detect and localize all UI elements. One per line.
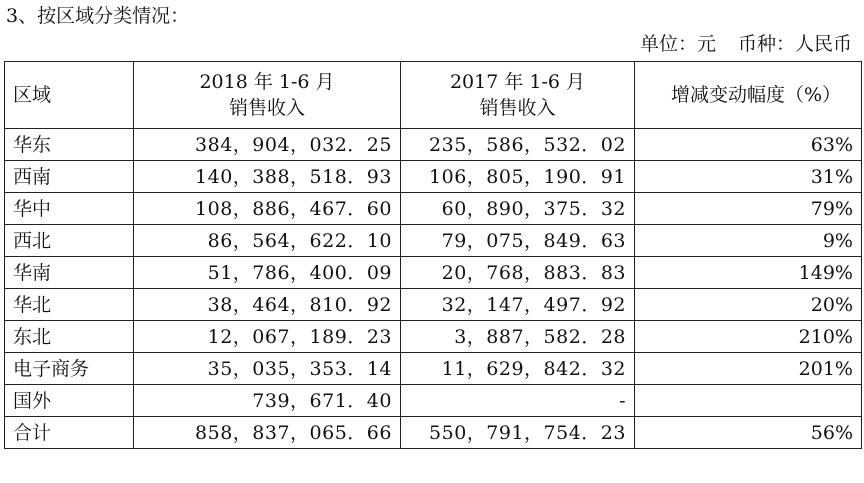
unit-label: 单位：元 bbox=[639, 33, 716, 55]
change-cell: 20% bbox=[635, 289, 862, 321]
change-cell: 201% bbox=[635, 353, 862, 385]
sales-2018-cell: 51，786，400．09 bbox=[134, 257, 401, 289]
region-cell: 西南 bbox=[5, 161, 134, 193]
sales-2017-cell: 235，586，532．02 bbox=[401, 129, 635, 161]
unit-currency-note bbox=[640, 32, 852, 56]
sales-2017-cell: 11，629，842．32 bbox=[401, 353, 635, 385]
sales-2017-cell: 550，791，754．23 bbox=[401, 417, 635, 449]
sales-2018-cell: 739，671．40 bbox=[134, 385, 401, 417]
sales-2018-cell: 86，564，622．10 bbox=[134, 225, 401, 257]
sales-2017-cell: 3，887，582．28 bbox=[401, 321, 635, 353]
change-cell: 149% bbox=[635, 257, 862, 289]
header-sales-2018-period: 2018 年 1-6 月 bbox=[199, 71, 335, 93]
sales-2017-cell: 32，147，497．92 bbox=[401, 289, 635, 321]
region-cell: 西北 bbox=[5, 225, 134, 257]
region-cell: 华北 bbox=[5, 289, 134, 321]
table-header-row bbox=[5, 62, 862, 129]
table-total-row bbox=[5, 417, 862, 449]
change-cell: 9% bbox=[635, 225, 862, 257]
sales-2017-cell: 106，805，190．91 bbox=[401, 161, 635, 193]
sales-2018-cell: 35，035，353．14 bbox=[134, 353, 401, 385]
header-region: 区域 bbox=[5, 62, 134, 129]
change-cell: 63% bbox=[635, 129, 862, 161]
section-heading: 3、按区域分类情况： bbox=[6, 5, 190, 27]
currency-label: 币种：人民币 bbox=[737, 33, 852, 55]
region-cell: 华东 bbox=[5, 129, 134, 161]
change-cell: 79% bbox=[635, 193, 862, 225]
sales-2018-cell: 12，067，189．23 bbox=[134, 321, 401, 353]
region-cell: 东北 bbox=[5, 321, 134, 353]
header-sales-2018 bbox=[134, 62, 401, 129]
header-sales-2017-period: 2017 年 1-6 月 bbox=[449, 71, 586, 93]
change-cell: 31% bbox=[635, 161, 862, 193]
region-sales-table bbox=[4, 61, 862, 449]
region-cell: 电子商务 bbox=[5, 353, 134, 385]
table-row bbox=[5, 193, 862, 225]
region-cell: 国外 bbox=[5, 385, 134, 417]
change-cell: 210% bbox=[635, 321, 862, 353]
header-sales-2017 bbox=[401, 62, 635, 129]
sales-2018-cell: 38，464，810．92 bbox=[134, 289, 401, 321]
table-row bbox=[5, 257, 862, 289]
table-row bbox=[5, 353, 862, 385]
sales-2018-cell: 108，886，467．60 bbox=[134, 193, 401, 225]
header-change: 增减变动幅度（%） bbox=[635, 62, 862, 129]
sales-2017-cell: - bbox=[401, 385, 635, 417]
region-cell: 合计 bbox=[5, 417, 134, 449]
table-row bbox=[5, 225, 862, 257]
sales-2018-cell: 384，904，032．25 bbox=[134, 129, 401, 161]
region-cell: 华南 bbox=[5, 257, 134, 289]
change-cell: 56% bbox=[635, 417, 862, 449]
table-row bbox=[5, 385, 862, 417]
table-row bbox=[5, 289, 862, 321]
change-cell bbox=[635, 385, 862, 417]
sales-2017-cell: 20，768，883．83 bbox=[401, 257, 635, 289]
table-row bbox=[5, 161, 862, 193]
header-sales-2018-label: 销售收入 bbox=[228, 97, 305, 119]
sales-2018-cell: 858，837，065．66 bbox=[134, 417, 401, 449]
table-row bbox=[5, 129, 862, 161]
table-row bbox=[5, 321, 862, 353]
header-sales-2017-label: 销售收入 bbox=[479, 97, 556, 119]
sales-2018-cell: 140，388，518．93 bbox=[134, 161, 401, 193]
sales-2017-cell: 60，890，375．32 bbox=[401, 193, 635, 225]
sales-2017-cell: 79，075，849．63 bbox=[401, 225, 635, 257]
region-cell: 华中 bbox=[5, 193, 134, 225]
